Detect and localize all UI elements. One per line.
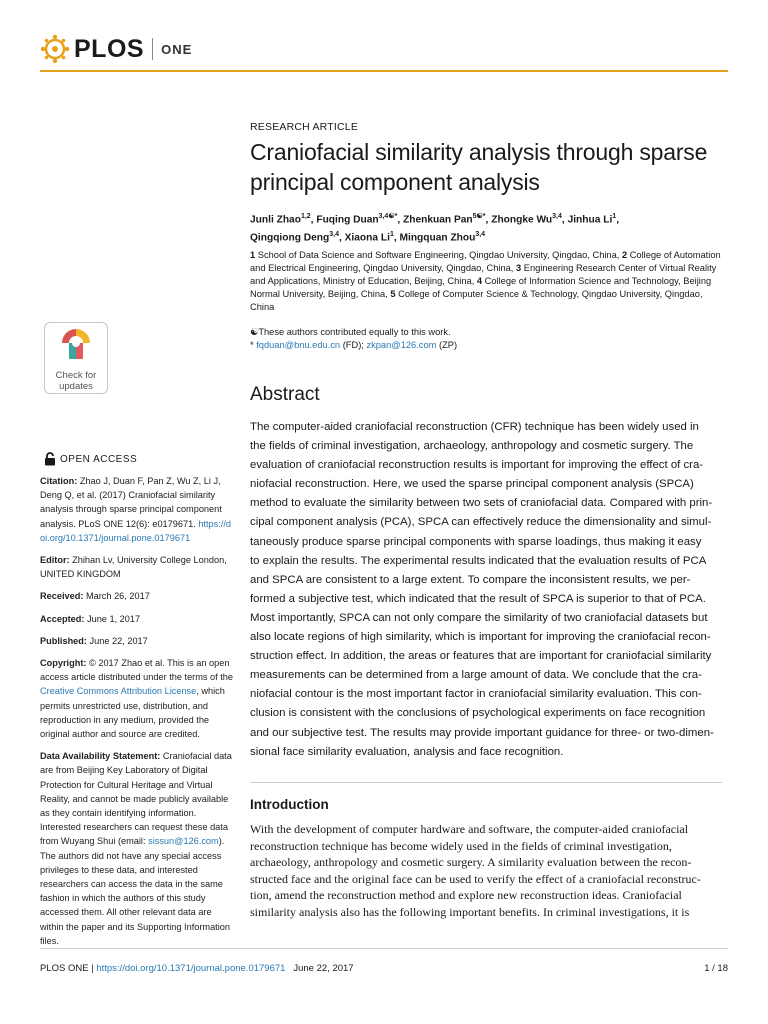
affiliation-number: 1	[250, 250, 258, 260]
corresponding-authors	[250, 339, 722, 352]
citation-text: Zhao J, Duan F, Pan Z, Wu Z, Li J, Deng Q, et al. (2017) Craniofacial similarity analysis through sparse principal component analysis. PLoS ONE 12(6): e0179671.	[40, 476, 222, 529]
abstract-line: to explain the results. The experimental results indicated that the evaluation results of PCA	[250, 554, 707, 567]
abstract-line: Most importantly, SPCA can not only compare the similarity of two craniofacial datasets but	[250, 611, 708, 624]
check-for-updates-badge[interactable]	[44, 322, 108, 394]
footer-journal: PLOS ONE |	[40, 963, 94, 974]
open-access-label	[44, 452, 137, 466]
author-affiliation-marker: 1,2	[300, 213, 311, 220]
corr-fd-label: (FD);	[342, 340, 364, 350]
article-title: Craniofacial similarity analysis through sparse principal component analysis	[250, 139, 708, 195]
editor-label: Editor:	[40, 555, 70, 566]
author-list: Junli Zhao$^{1,2}$, Fuqing Duan$^{3,4☯*}$, Zhenkuan Pan$^{5☯*}$, Zhongke Wu$^{3,4}$, Jinhua Li$^1$, Qingqiong Deng$^{3,4}$, Xiaona Li$^1$, Mingquan Zhou$^{3,4}$	[250, 213, 620, 244]
section-divider	[250, 782, 722, 783]
header-rule	[40, 70, 728, 72]
plos-logo[interactable]	[40, 34, 192, 64]
abstract-line: and our subjective test. The results may provide important guidance for three- or two-dimen-	[250, 726, 714, 739]
affiliation-text: College of Computer Science & Technology, Qingdao University, Qingdao, China	[250, 289, 703, 312]
accepted-block	[40, 612, 236, 626]
page-number: 1 / 18	[704, 963, 728, 974]
plos-logo-icon	[40, 34, 70, 64]
published-date: June 22, 2017	[89, 635, 148, 646]
editor-text: Zhihan Lv, University College London, UNITED KINGDOM	[40, 555, 227, 580]
abstract-line: and SPCA are consistent to a large extent. To compare the inconsistent results, we per-	[250, 573, 691, 586]
abstract-line: formed a subjective test, which indicated that the result of SPCA is superior to that of PCA.	[250, 592, 706, 605]
email-link-fd[interactable]: fqduan@bnu.edu.cn	[256, 340, 341, 350]
introduction-line: similarity analysis also has the following important benefits. In criminal investigations, it is	[250, 904, 690, 919]
logo-separator	[152, 38, 153, 60]
copyright-block	[40, 656, 236, 741]
journal-name: ONE	[161, 41, 193, 57]
introduction-line: structed face and the original face can be used to verify the effect of a craniofacial reconstruc-	[250, 871, 701, 886]
abstract-line: niofacial reconstruction. Here, we used the sparse principal component analysis (SPCA)	[250, 478, 694, 491]
abstract-line: measurements can be determined from a large amount of data. We conclude that the cra-	[250, 669, 702, 682]
corresponding-star: *	[250, 340, 254, 350]
affiliation-number: 4	[476, 276, 485, 286]
license-link[interactable]: Creative Commons Attribution License	[40, 686, 197, 697]
citation-block	[40, 474, 236, 545]
published-block	[40, 634, 236, 648]
author-name: Mingquan Zhou	[399, 232, 476, 244]
affiliation-number: 5	[390, 289, 399, 299]
page-footer	[40, 963, 728, 974]
abstract-line: struction effect. In addition, the areas or features that are important for craniofacial similarity	[250, 650, 712, 663]
data-email-link[interactable]: sissun@126.com	[148, 836, 219, 847]
article-type: RESEARCH ARTICLE	[250, 121, 359, 133]
author-name: Jinhua Li	[567, 214, 613, 226]
introduction-line: archaeology, anthropology and cosmetic surgery. A similarity evaluation between the recon-	[250, 855, 692, 870]
footer-doi-link[interactable]: https://doi.org/10.1371/journal.pone.0179671	[96, 963, 286, 974]
received-block	[40, 589, 236, 603]
author-notes	[250, 326, 722, 352]
affiliation-text: School of Data Science and Software Engineering, Qingdao University, Qingdao, China,	[257, 250, 622, 260]
affiliation-number: 3	[515, 263, 524, 273]
footer-citation	[40, 963, 354, 974]
email-link-zp[interactable]: zkpan@126.com	[366, 340, 437, 350]
open-lock-icon	[44, 452, 56, 466]
author-affiliation-marker: 3,4	[475, 231, 486, 239]
introduction-line: tion, amend the reconstruction method and explore new reconstruction ideas. Craniofacial	[250, 888, 682, 903]
affiliation-number: 2	[621, 250, 630, 260]
copyright-text: © 2017 Zhao et al. This is an open access article distributed under the terms of the	[40, 658, 234, 683]
citation-doi-link[interactable]: https://doi.org/10.1371/journal.pone.0179671	[40, 518, 232, 543]
corr-zp-label: (ZP)	[438, 340, 458, 350]
author-affiliation-marker: 5☯*	[472, 213, 486, 220]
author-affiliation-marker: 1	[389, 231, 394, 239]
introduction-line: With the development of computer hardware and software, the computer-aided craniofacial	[250, 822, 689, 836]
footer-rule	[40, 948, 728, 949]
author-name: Junli Zhao	[250, 214, 301, 226]
affiliation-text: College of Information Science and Technology, Beijing Normal University, Beijing, China,	[250, 276, 712, 299]
citation-label: Citation:	[40, 476, 78, 486]
author-affiliation-marker: 3,4	[552, 213, 562, 220]
abstract-line: taneously produce sparse principal components with sparse loadings, thus making it easy	[250, 535, 702, 548]
abstract-line: sional face similarity evaluation, analysis and face recognition.	[250, 745, 564, 758]
author-name: Zhenkuan Pan	[403, 214, 473, 226]
data-availability-text-2: ). The authors did not have any special access privileges to these data, and interested researchers can access the data in the same fashion in which the authors of this study accessed them. All other relevant data are within the paper and its Supporting Information files.	[40, 836, 230, 946]
introduction-heading: Introduction	[250, 797, 329, 812]
abstract-heading: Abstract	[250, 384, 320, 405]
author-affiliation-marker: 3,4	[329, 231, 339, 239]
abstract-line: The computer-aided craniofacial reconstruction (CFR) technique has been widely used in	[250, 421, 699, 433]
copyright-text-2: , which permits unrestricted use, distribution, and reproduction in any medium, provided the original author and source are credited.	[40, 686, 225, 740]
author-name: Xiaona Li	[344, 232, 390, 244]
affiliation-text: College of Automation and Electrical Engineering, Qingdao University, Qingdao, China,	[250, 250, 721, 273]
abstract-body	[250, 418, 722, 762]
accepted-label: Accepted:	[40, 613, 85, 624]
data-availability-label: Data Availability Statement:	[40, 751, 161, 762]
copyright-label: Copyright:	[40, 658, 87, 669]
introduction-body	[250, 821, 722, 921]
equal-contribution-note: ☯These authors contributed equally to this work.	[250, 327, 451, 337]
received-label: Received:	[40, 591, 84, 602]
abstract-line: the fields of criminal investigation, archaeology, anthropology and cosmetic surgery. The	[250, 440, 694, 453]
affiliation-text: Engineering Research Center of Virtual Reality and Applications, Ministry of Education, Beijing, China,	[250, 263, 717, 286]
introduction-line: reconstruction technique has become widely used in the fields of criminal investigation,	[250, 838, 672, 853]
abstract-line: clusion is consistent with the conclusions of psychological experiments on face recognition	[250, 707, 706, 720]
open-access-text: OPEN ACCESS	[60, 453, 138, 465]
data-availability-block	[40, 749, 236, 948]
author-name: Fuqing Duan	[316, 214, 379, 226]
check-badge-line1: Check for	[55, 370, 97, 381]
brand-name: PLOS	[74, 34, 145, 63]
accepted-date: June 1, 2017	[86, 613, 141, 624]
article-info-sidebar	[40, 474, 236, 956]
affiliations	[250, 249, 722, 314]
author-affiliation-marker: 1	[612, 213, 617, 220]
author-name: Qingqiong Deng	[250, 232, 330, 244]
abstract-line: cipal component analysis (PCA), SPCA can effectively reduce the dimensionality and simul-	[250, 516, 712, 529]
abstract-line: evaluation of craniofacial reconstruction results is important for improving the effect of cra-	[250, 459, 704, 472]
abstract-line: method to evaluate the similarity between two sets of craniofacial data. Compared with prin-	[250, 497, 713, 510]
published-label: Published:	[40, 635, 87, 646]
author-affiliation-marker: 3,4☯*	[378, 213, 398, 220]
received-date: March 26, 2017	[85, 591, 150, 602]
abstract-line: niofacial contour is the most important factor in craniofacial similarity evaluation. This con-	[250, 688, 702, 701]
check-badge-line2: updates	[59, 381, 93, 392]
author-name: Zhongke Wu	[491, 214, 553, 226]
abstract-line: also locate regions of high similarity, which is important for improving the craniofacial recon-	[250, 631, 711, 644]
data-availability-text: Craniofacial data are from Beijing Key Laboratory of Digital Protection for Cultural Heritage and Virtual Reality, and cannot be made publicly available as they contain identifying information. Interested researchers can request these data from Wuyang Shui (email:	[40, 751, 232, 847]
footer-date: June 22, 2017	[293, 963, 354, 974]
editor-block	[40, 553, 236, 581]
crossmark-icon	[45, 323, 107, 363]
